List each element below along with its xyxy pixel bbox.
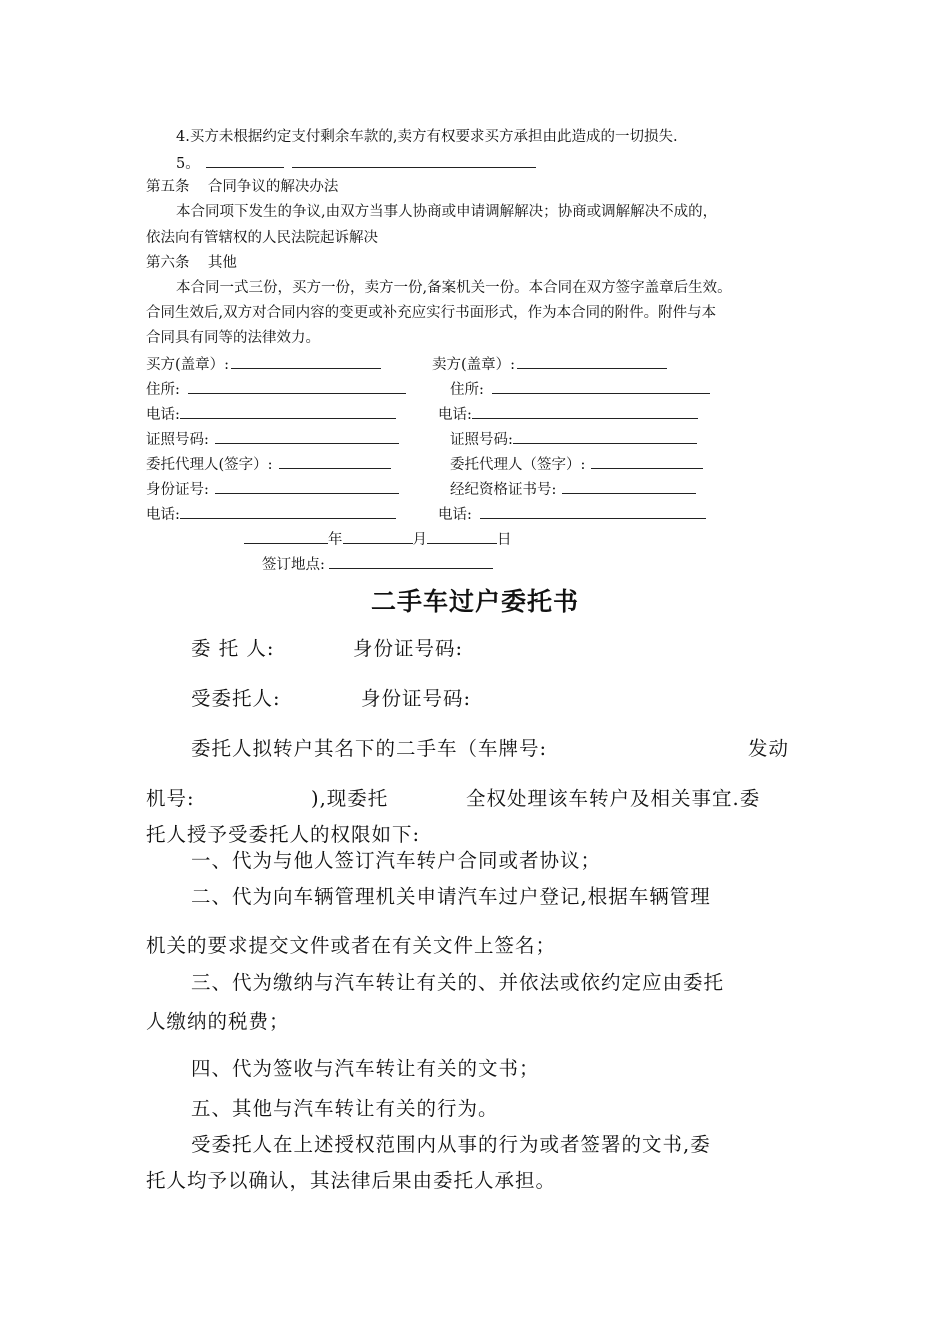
- poa-closing: 受委托人在上述授权范围内从事的行为或者签署的文书,委: [191, 1133, 711, 1156]
- seller-agent-line[interactable]: [591, 454, 703, 469]
- poa-item-3: 三、代为缴纳与汽车转让有关的、并依法或依约定应由委托: [191, 971, 725, 994]
- seller-id-label: 证照号码:: [450, 432, 513, 448]
- poa-item-5: 五、其他与汽车转让有关的行为。: [191, 1097, 499, 1120]
- sign-place-line[interactable]: [329, 554, 493, 569]
- blank-line[interactable]: [292, 153, 536, 168]
- article-6-text: 合同生效后,双方对合同内容的变更或补充应实行书面形式，作为本合同的附件。附件与本: [146, 305, 717, 321]
- buyer-address-label: 住所:: [146, 382, 180, 398]
- seller-address-field: [450, 379, 710, 399]
- day-label: 日: [497, 532, 512, 548]
- blank-line[interactable]: [206, 153, 284, 168]
- agent-id-label: 身份证号码:: [361, 687, 472, 710]
- poa-paragraph: 全权处理该车转户及相关事宜.委: [466, 787, 761, 810]
- poa-paragraph: 发动: [748, 737, 790, 760]
- broker-cert-field: [450, 479, 696, 499]
- principal-id-label: 身份证号码:: [353, 637, 464, 660]
- seller-address-label: 住所:: [450, 382, 484, 398]
- poa-paragraph: 委托人拟转户其名下的二手车（车牌号:: [191, 737, 548, 760]
- seller-phone2-field: [438, 504, 706, 524]
- buyer-phone2-field: [146, 504, 396, 524]
- poa-item-1: 一、代为与他人签订汽车转户合同或者协议；: [191, 849, 602, 872]
- article-6-text: 本合同一式三份，买方一份，卖方一份,备案机关一份。本合同在双方签字盖章后生效。: [176, 280, 732, 296]
- agent-label: 受委托人:: [191, 687, 281, 710]
- poa-title: 二手车过户委托书: [370, 587, 579, 616]
- article-6-text: 合同具有同等的法律效力。: [146, 330, 320, 346]
- poa-paragraph: 机号:: [146, 787, 195, 810]
- clause-item-5: [176, 153, 536, 173]
- seller-id-field: [450, 429, 697, 449]
- buyer-address-field: [146, 379, 406, 399]
- article-5-text: 依法向有管辖权的人民法院起诉解决: [146, 230, 378, 246]
- seller-seal-label: 卖方(盖章）:: [432, 357, 516, 373]
- article-6-heading: 第六条 其他: [146, 255, 237, 271]
- buyer-seal-field: [146, 354, 381, 374]
- poa-closing-cont: 托人均予以确认，其法律后果由委托人承担。: [146, 1169, 557, 1192]
- buyer-phone-line[interactable]: [180, 404, 396, 419]
- poa-paragraph: ),现委托: [311, 787, 389, 810]
- buyer-id-field: [146, 429, 399, 449]
- buyer-agent-label: 委托代理人(签字）:: [146, 457, 273, 473]
- buyer-seal-label: 买方(盖章）:: [146, 357, 230, 373]
- poa-item-2: 二、代为向车辆管理机关申请汽车过户登记,根据车辆管理: [191, 885, 711, 908]
- principal-label: 委 托 人:: [191, 637, 275, 660]
- broker-cert-label: 经纪资格证书号:: [450, 482, 557, 498]
- seller-address-line[interactable]: [492, 379, 710, 394]
- month-label: 月: [412, 532, 427, 548]
- buyer-id-label: 证照号码:: [146, 432, 209, 448]
- month-line[interactable]: [343, 529, 413, 544]
- seller-phone2-line[interactable]: [480, 504, 706, 519]
- seller-phone2-label: 电话:: [438, 507, 472, 523]
- seller-phone-field: [438, 404, 698, 424]
- sign-place-field: [262, 554, 493, 574]
- poa-item-4: 四、代为签收与汽车转让有关的文书；: [191, 1057, 540, 1080]
- day-line[interactable]: [427, 529, 497, 544]
- clause-item-5-label: 5。: [176, 156, 200, 172]
- buyer-agent-line[interactable]: [279, 454, 391, 469]
- article-5-heading: 第五条 合同争议的解决办法: [146, 179, 339, 195]
- buyer-address-line[interactable]: [188, 379, 406, 394]
- seller-phone-line[interactable]: [472, 404, 698, 419]
- poa-item-3-cont: 人缴纳的税费；: [146, 1010, 290, 1033]
- broker-cert-line[interactable]: [562, 479, 696, 494]
- buyer-phone2-label: 电话:: [146, 507, 180, 523]
- article-5-text: 本合同项下发生的争议,由双方当事人协商或申请调解解决；协商或调解解决不成的，: [176, 204, 718, 220]
- buyer-idcard-label: 身份证号:: [146, 482, 209, 498]
- sign-date: [244, 529, 512, 549]
- buyer-id-line[interactable]: [215, 429, 399, 444]
- buyer-idcard-line[interactable]: [215, 479, 399, 494]
- clause-item-4: 4.买方未根据约定支付剩余车款的,卖方有权要求买方承担由此造成的一切损失.: [176, 129, 678, 145]
- seller-phone-label: 电话:: [438, 407, 472, 423]
- seller-agent-label: 委托代理人（签字）:: [450, 457, 586, 473]
- buyer-idcard-field: [146, 479, 399, 499]
- buyer-agent-field: [146, 454, 391, 474]
- seller-seal-line[interactable]: [517, 354, 667, 369]
- seller-agent-field: [450, 454, 703, 474]
- buyer-phone-label: 电话:: [146, 407, 180, 423]
- seller-id-line[interactable]: [513, 429, 697, 444]
- year-line[interactable]: [244, 529, 328, 544]
- year-label: 年: [328, 532, 343, 548]
- sign-place-label: 签订地点:: [262, 557, 325, 573]
- poa-item-2-cont: 机关的要求提交文件或者在有关文件上签名；: [146, 934, 557, 957]
- poa-paragraph: 托人授予受委托人的权限如下:: [146, 823, 421, 846]
- seller-seal-field: [432, 354, 667, 374]
- buyer-phone-field: [146, 404, 396, 424]
- buyer-phone2-line[interactable]: [180, 504, 396, 519]
- buyer-seal-line[interactable]: [231, 354, 381, 369]
